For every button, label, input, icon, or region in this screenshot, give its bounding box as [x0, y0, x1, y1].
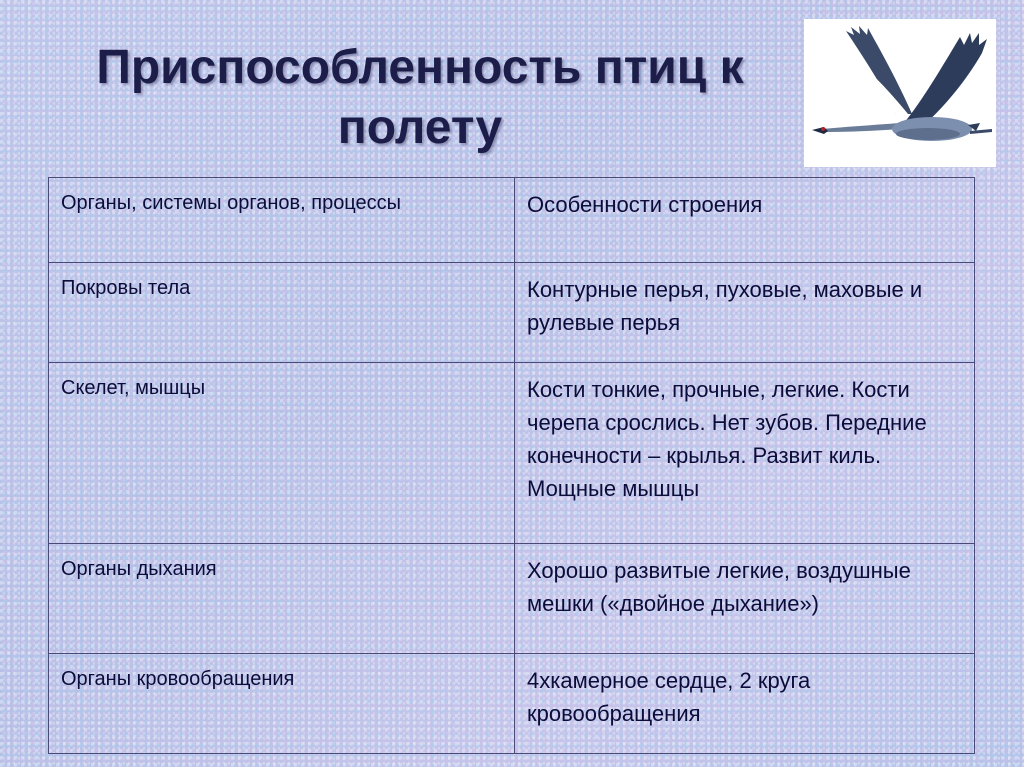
crane-picture: [804, 19, 996, 167]
title-line-1: Приспособленность птиц к: [96, 41, 744, 94]
table-row: [49, 263, 975, 363]
crane-flying-icon: [804, 19, 996, 167]
adaptation-table: [48, 177, 975, 754]
organ-cell: Органы кровообращения: [49, 654, 515, 754]
organ-cell: Скелет, мышцы: [49, 363, 515, 544]
feature-cell: Контурные перья, пуховые, маховые и рулевые перья: [515, 263, 975, 363]
feature-cell: 4хкамерное сердце, 2 круга кровообращения: [515, 654, 975, 754]
table-row: [49, 544, 975, 654]
title-line-2: полету: [337, 101, 503, 154]
organ-cell: Органы дыхания: [49, 544, 515, 654]
header-feature-cell: Особенности строения: [515, 178, 975, 263]
organ-cell: Покровы тела: [49, 263, 515, 363]
slide-title: [40, 38, 800, 158]
feature-cell: Хорошо развитые легкие, воздушные мешки («двойное дыхание»): [515, 544, 975, 654]
header-organ-cell: Органы, системы органов, процессы: [49, 178, 515, 263]
table-row: [49, 363, 975, 544]
feature-cell: Кости тонкие, прочные, легкие. Кости черепа срослись. Нет зубов. Передние конечности – крылья. Развит киль. Мощные мышцы: [515, 363, 975, 544]
table-row: [49, 654, 975, 754]
table-header-row: [49, 178, 975, 263]
